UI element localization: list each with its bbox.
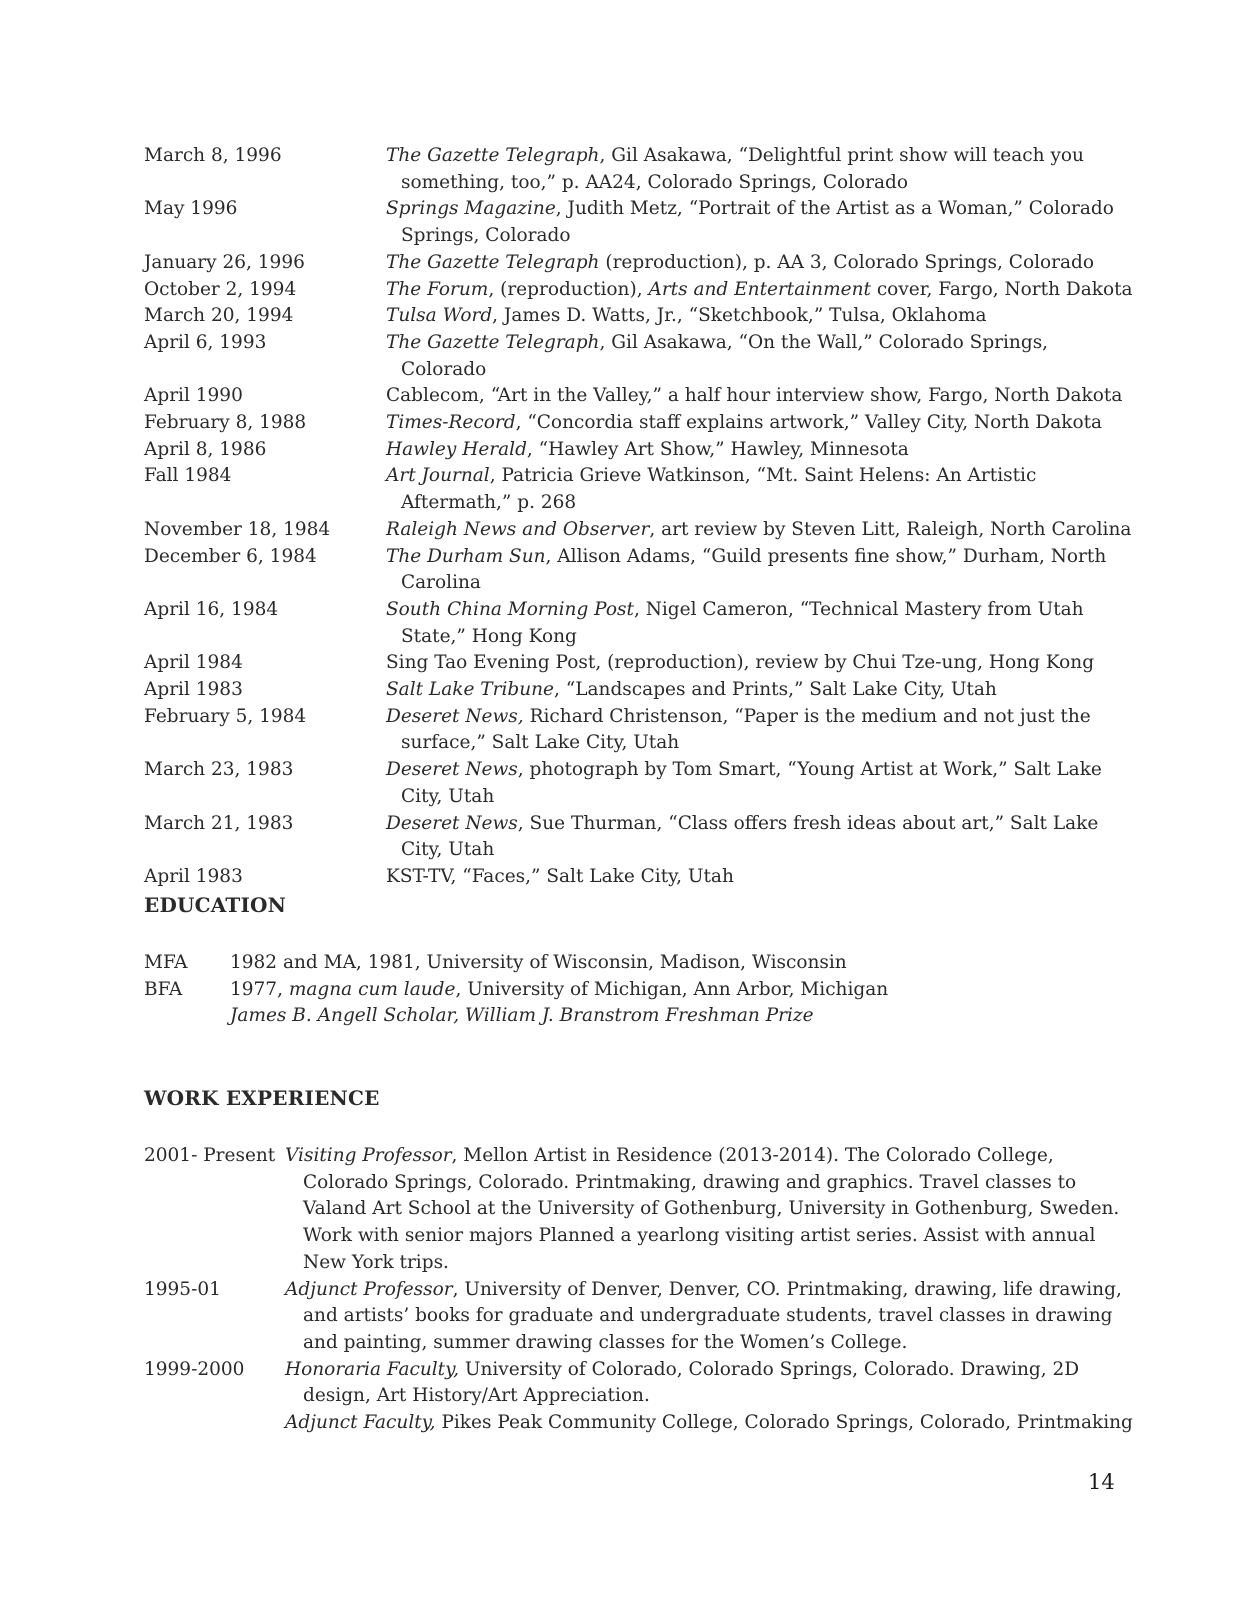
press-entry-label: April 16, 1984 xyxy=(144,598,279,620)
text-run: (reproduction), p. AA 3, Colorado Springs, Colorado xyxy=(599,251,1095,273)
italic-text: Visiting Professor xyxy=(285,1145,452,1166)
italic-text: Tulsa Word xyxy=(386,305,493,327)
work-entry-description xyxy=(285,1410,1134,1437)
press-entry-label: April 8, 1986 xyxy=(144,438,267,460)
text-run: 1977, xyxy=(230,978,289,1000)
text-run: , Sue Thurman, “Class offers fresh ideas about art,” Salt Lake City, Utah xyxy=(401,812,1099,861)
text-run: Cablecom, “Art in the Valley,” a half hour interview show, Fargo, North Dakota xyxy=(386,385,1123,407)
text-run: , (reproduction), xyxy=(488,278,649,300)
press-entry-label: Fall 1984 xyxy=(144,465,232,487)
press-entry-description xyxy=(386,677,1134,704)
work-experience-list xyxy=(144,1143,1134,1437)
press-entry-description xyxy=(386,277,1134,304)
press-entry-label: March 23, 1983 xyxy=(144,759,294,781)
press-entry-label: April 1984 xyxy=(144,652,243,674)
text-run: , Gil Asakawa, “On the Wall,” Colorado Springs, Colorado xyxy=(401,331,1049,380)
work-entry-label xyxy=(144,1410,285,1437)
press-entry-label: April 6, 1993 xyxy=(144,331,267,353)
text-run: , “Concordia staff explains artwork,” Valley City, North Dakota xyxy=(515,412,1103,434)
italic-text: James B. Angell Scholar, William J. Branstrom Freshman Prize xyxy=(230,1005,814,1027)
education-entry-description xyxy=(230,950,1134,977)
text-run: , University of Michigan, Ann Arbor, Michigan xyxy=(455,978,889,1000)
work-entry-description xyxy=(285,1277,1134,1357)
press-entry-description xyxy=(386,811,1134,864)
work-entry-description xyxy=(285,1357,1134,1410)
press-entry-description xyxy=(386,437,1134,464)
press-entry xyxy=(144,196,1134,249)
education-list xyxy=(144,950,1134,1030)
press-entry xyxy=(144,544,1134,597)
text-run: , Patricia Grieve Watkinson, “Mt. Saint Helens: An Artistic Aftermath,” p. 268 xyxy=(401,465,1037,514)
press-entry-label: March 21, 1983 xyxy=(144,812,294,834)
press-entry-description xyxy=(386,597,1134,650)
italic-text: The Gazette Telegraph xyxy=(386,331,600,353)
press-entry-description xyxy=(386,383,1134,410)
press-entry xyxy=(144,597,1134,650)
text-run: Pikes Peak Community College, Colorado Springs, Colorado, Printmaking xyxy=(435,1412,1133,1434)
text-run: , James D. Watts, Jr., “Sketchbook,” Tulsa, Oklahoma xyxy=(492,305,987,327)
text-run: , “Hawley Art Show,” Hawley, Minnesota xyxy=(526,438,909,460)
text-run: University of Colorado, Colorado Springs, Colorado. Drawing, 2D design, Art History/Art Appreciation. xyxy=(303,1358,1080,1407)
press-entry-label: February 5, 1984 xyxy=(144,705,307,727)
education-entry xyxy=(144,1003,1134,1030)
italic-text: Adjunct Professor xyxy=(285,1278,453,1300)
press-entry-description xyxy=(386,650,1134,677)
press-entry-label: May 1996 xyxy=(144,198,238,220)
italic-text: Deseret News xyxy=(386,759,518,781)
press-entry xyxy=(144,517,1134,544)
text-run: Sing Tao Evening Post, (reproduction), review by Chui Tze-ung, Hong Kong xyxy=(386,652,1095,674)
press-entry xyxy=(144,277,1134,304)
press-entry-label: March 20, 1994 xyxy=(144,305,294,327)
education-entry-description xyxy=(230,1003,1134,1030)
press-entry xyxy=(144,677,1134,704)
press-entry xyxy=(144,437,1134,464)
italic-text: The Forum xyxy=(386,278,489,300)
italic-text: Springs Magazine xyxy=(386,198,556,220)
work-entry-label: 1999-2000 xyxy=(144,1358,245,1380)
press-entry xyxy=(144,410,1134,437)
text-run: cover, Fargo, North Dakota xyxy=(870,278,1133,300)
italic-text: Honoraria Faculty, xyxy=(285,1358,459,1380)
press-entry-description xyxy=(386,463,1134,516)
press-entry xyxy=(144,303,1134,330)
page-number: 14 xyxy=(1088,1470,1115,1494)
italic-text: South China Morning Post xyxy=(386,598,634,620)
work-entry xyxy=(144,1277,1134,1357)
press-entry-description xyxy=(386,330,1134,383)
press-entry xyxy=(144,463,1134,516)
press-entry-label: February 8, 1988 xyxy=(144,412,307,434)
press-entry xyxy=(144,650,1134,677)
italic-text: Salt Lake Tribune xyxy=(386,679,555,701)
education-entry-label: MFA xyxy=(144,952,188,973)
press-entry xyxy=(144,757,1134,810)
education-entry xyxy=(144,950,1134,977)
press-entry-description xyxy=(386,757,1134,810)
text-run: , photograph by Tom Smart, “Young Artist at Work,” Salt Lake City, Utah xyxy=(401,759,1102,807)
press-entry-description xyxy=(386,250,1134,277)
italic-text: Times-Record xyxy=(386,412,516,434)
education-entry-label: BFA xyxy=(144,978,183,1000)
italic-text: Deseret News, xyxy=(386,705,524,727)
italic-text: Deseret News xyxy=(386,812,518,834)
italic-text: The Gazette Telegraph xyxy=(386,251,600,273)
italic-text: The Gazette Telegraph xyxy=(386,145,600,166)
press-entry-label: October 2, 1994 xyxy=(144,278,297,300)
work-entry-description xyxy=(285,1143,1134,1277)
press-entry-label: April 1990 xyxy=(144,385,243,407)
press-entry-description xyxy=(386,544,1134,597)
press-entry-label: April 1983 xyxy=(144,865,243,887)
text-run: , “Landscapes and Prints,” Salt Lake City, Utah xyxy=(554,679,997,701)
press-entry xyxy=(144,143,1134,196)
press-entry-label: November 18, 1984 xyxy=(144,518,331,540)
text-run: Richard Christenson, “Paper is the medium and not just the surface,” Salt Lake City, Utah xyxy=(401,705,1091,754)
text-run: , University of Denver, Denver, CO. Printmaking, drawing, life drawing, and artists’ books for graduate and undergraduate students, travel classes in drawing and painting, summer drawing classes for the Women’s College. xyxy=(303,1278,1122,1353)
press-entry-description xyxy=(386,704,1134,757)
press-entry-description xyxy=(386,196,1134,249)
text-run: , Nigel Cameron, “Technical Mastery from Utah State,” Hong Kong xyxy=(401,598,1084,647)
text-run: KST-TV, “Faces,” Salt Lake City, Utah xyxy=(386,865,734,887)
education-entry-description xyxy=(230,977,1134,1004)
text-run: , Judith Metz, “Portrait of the Artist as a Woman,” Colorado Springs, Colorado xyxy=(401,198,1114,247)
text-run: , art review by Steven Litt, Raleigh, North Carolina xyxy=(649,518,1132,540)
press-entry-description xyxy=(386,517,1134,544)
press-entry-description xyxy=(386,143,1134,196)
press-entry xyxy=(144,704,1134,757)
text-run: , Mellon Artist in Residence (2013-2014). The Colorado College, Colorado Springs, Colorado. Printmaking, drawing and graphics. Travel classes to Valand Art School at the University of Gothenburg, University in Gothenburg, Sweden. Work with senior majors Planned a yearlong visiting artist series. Assist with annual New York trips. xyxy=(303,1145,1120,1273)
italic-text: magna cum laude xyxy=(288,978,456,1000)
education-entry xyxy=(144,977,1134,1004)
italic-text: Arts and Entertainment xyxy=(648,278,871,300)
press-entry-description xyxy=(386,410,1134,437)
work-experience-heading: WORK EXPERIENCE xyxy=(144,1086,380,1110)
education-entry-label xyxy=(144,1003,230,1030)
text-run: , Gil Asakawa, “Delightful print show will teach you something, too,” p. AA24, Colorado Springs, Colorado xyxy=(401,145,1084,193)
press-entry-label: December 6, 1984 xyxy=(144,545,317,567)
italic-text: Raleigh News and Observer xyxy=(386,518,650,540)
press-entry xyxy=(144,864,1134,891)
italic-text: Adjunct Faculty, xyxy=(285,1412,436,1434)
press-entry-label: April 1983 xyxy=(144,679,243,701)
press-entry xyxy=(144,330,1134,383)
work-entry xyxy=(144,1357,1134,1410)
press-entry-label: March 8, 1996 xyxy=(144,145,282,166)
italic-text: The Durham Sun xyxy=(386,545,546,567)
work-entry xyxy=(144,1410,1134,1437)
press-list xyxy=(144,143,1134,891)
education-heading: EDUCATION xyxy=(144,893,287,917)
text-run: , Allison Adams, “Guild presents fine show,” Durham, North Carolina xyxy=(401,545,1107,594)
press-entry-description xyxy=(386,303,1134,330)
press-entry xyxy=(144,383,1134,410)
press-entry-label: January 26, 1996 xyxy=(144,251,305,273)
italic-text: Art Journal xyxy=(386,465,490,487)
work-entry xyxy=(144,1143,1134,1277)
italic-text: Hawley Herald xyxy=(386,438,527,460)
text-run: 1982 and MA, 1981, University of Wisconsin, Madison, Wisconsin xyxy=(230,952,847,973)
press-entry xyxy=(144,811,1134,864)
press-entry-description xyxy=(386,864,1134,891)
work-entry-label: 1995-01 xyxy=(144,1278,221,1300)
work-entry-label: 2001- Present xyxy=(144,1145,276,1166)
press-entry xyxy=(144,250,1134,277)
